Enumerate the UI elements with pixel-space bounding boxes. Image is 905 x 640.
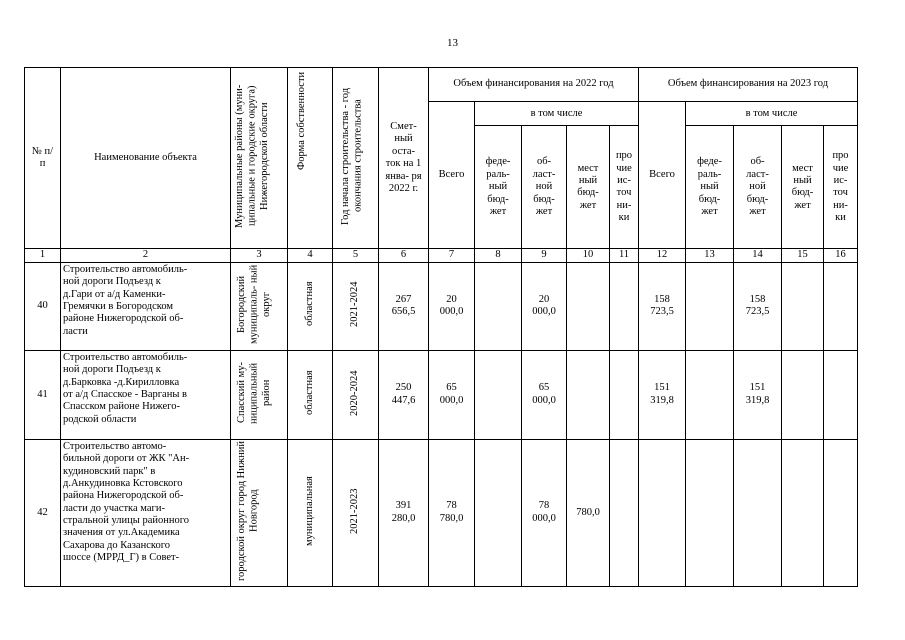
regional-2023: 158 723,5 <box>734 262 782 350</box>
federal-2022 <box>475 350 522 439</box>
header-local-2023: мест ный бюд- жет <box>782 126 824 249</box>
header-years: Год начала строительства - год окончания строительства <box>333 68 379 249</box>
header-total-2022: Всего <box>429 102 475 249</box>
header-district: Муниципальные районы (муни- ципальные и городские округа) Нижегородской области <box>231 68 288 249</box>
header-federal-2023: феде- раль- ный бюд- жет <box>686 126 734 249</box>
header-local-2022: мест ный бюд- жет <box>567 126 610 249</box>
construction-years: 2021-2024 <box>333 262 379 350</box>
column-number: 5 <box>333 249 379 262</box>
total-2022: 20 000,0 <box>429 262 475 350</box>
other-2023 <box>824 350 858 439</box>
regional-2022: 20 000,0 <box>522 262 567 350</box>
page-number: 13 <box>447 37 458 49</box>
header-total-2023: Всего <box>639 102 686 249</box>
column-number: 12 <box>639 249 686 262</box>
row-number: 40 <box>25 262 61 350</box>
total-2022: 65 000,0 <box>429 350 475 439</box>
federal-2023 <box>686 262 734 350</box>
construction-years: 2020-2024 <box>333 350 379 439</box>
local-2023 <box>782 350 824 439</box>
local-2022 <box>567 262 610 350</box>
column-number: 9 <box>522 249 567 262</box>
header-row-1 <box>25 68 858 102</box>
local-2023 <box>782 262 824 350</box>
column-number: 8 <box>475 249 522 262</box>
column-number: 11 <box>610 249 639 262</box>
header-other-2022: про чие ис- точ ни- ки <box>610 126 639 249</box>
header-ownership: Форма собственности <box>288 68 333 249</box>
header-number: № п/п <box>25 68 61 249</box>
ownership: муниципальная <box>288 439 333 586</box>
local-2022: 780,0 <box>567 439 610 586</box>
regional-2023: 151 319,8 <box>734 350 782 439</box>
column-number: 3 <box>231 249 288 262</box>
column-number: 14 <box>734 249 782 262</box>
estimate-balance: 267 656,5 <box>379 262 429 350</box>
district: Спасский му- ниципальный район <box>231 350 288 439</box>
object-name: Строительство автомобиль- ной дороги Подъезд к д.Гари от а/д Каменки- Гремячки в Богородском районе Нижегородской об- ласти <box>61 262 231 350</box>
estimate-balance: 250 447,6 <box>379 350 429 439</box>
column-number: 10 <box>567 249 610 262</box>
local-2022 <box>567 350 610 439</box>
total-2023 <box>639 439 686 586</box>
other-2022 <box>610 350 639 439</box>
column-number: 6 <box>379 249 429 262</box>
header-financing-2023: Объем финансирования на 2023 год <box>639 68 858 102</box>
federal-2022 <box>475 262 522 350</box>
other-2023 <box>824 262 858 350</box>
object-name: Строительство автомобиль- ной дороги Подъезд к д.Барковка -д.Кирилловка от а/д Спасское - Варганы в Спасском районе Нижего- родской области <box>61 350 231 439</box>
federal-2023 <box>686 439 734 586</box>
table-row <box>25 350 858 439</box>
header-federal-2022: феде- раль- ный бюд- жет <box>475 126 522 249</box>
total-2023: 158 723,5 <box>639 262 686 350</box>
column-number: 7 <box>429 249 475 262</box>
header-including-2023: в том числе <box>686 102 858 126</box>
total-2022: 78 780,0 <box>429 439 475 586</box>
federal-2023 <box>686 350 734 439</box>
column-number: 16 <box>824 249 858 262</box>
construction-years: 2021-2023 <box>333 439 379 586</box>
column-number: 15 <box>782 249 824 262</box>
other-2022 <box>610 262 639 350</box>
row-number: 41 <box>25 350 61 439</box>
object-name: Строительство автомо- бильной дороги от ЖК "Ан- кудиновский парк" в д.Анкудиновка Кстовского района Нижегородской об- ласти до участка маги- стральной улицы районного значения от ул.Академика Сахарова до Казанского шоссе (МРРД_Г) в Совет- <box>61 439 231 586</box>
header-including-2022: в том числе <box>475 102 639 126</box>
regional-2022: 65 000,0 <box>522 350 567 439</box>
district: Богородский муниципаль- ный округ <box>231 262 288 350</box>
regional-2022: 78 000,0 <box>522 439 567 586</box>
total-2023: 151 319,8 <box>639 350 686 439</box>
column-number: 2 <box>61 249 231 262</box>
regional-2023 <box>734 439 782 586</box>
column-number: 4 <box>288 249 333 262</box>
row-number: 42 <box>25 439 61 586</box>
district: городской округ город Нижний Новгород <box>231 439 288 586</box>
federal-2022 <box>475 439 522 586</box>
financing-table <box>24 67 858 587</box>
other-2022 <box>610 439 639 586</box>
column-number: 13 <box>686 249 734 262</box>
header-other-2023: про чие ис- точ ни- ки <box>824 126 858 249</box>
header-object-name: Наименование объекта <box>61 68 231 249</box>
ownership: областная <box>288 350 333 439</box>
header-estimate: Смет- ный оста- ток на 1 янва- ря 2022 г. <box>379 68 429 249</box>
local-2023 <box>782 439 824 586</box>
other-2023 <box>824 439 858 586</box>
header-financing-2022: Объем финансирования на 2022 год <box>429 68 639 102</box>
table-row <box>25 262 858 350</box>
ownership: областная <box>288 262 333 350</box>
column-number-row <box>25 249 858 262</box>
estimate-balance: 391 280,0 <box>379 439 429 586</box>
table-row <box>25 439 858 586</box>
column-number: 1 <box>25 249 61 262</box>
header-regional-2022: об- ласт- ной бюд- жет <box>522 126 567 249</box>
header-regional-2023: об- ласт- ной бюд- жет <box>734 126 782 249</box>
